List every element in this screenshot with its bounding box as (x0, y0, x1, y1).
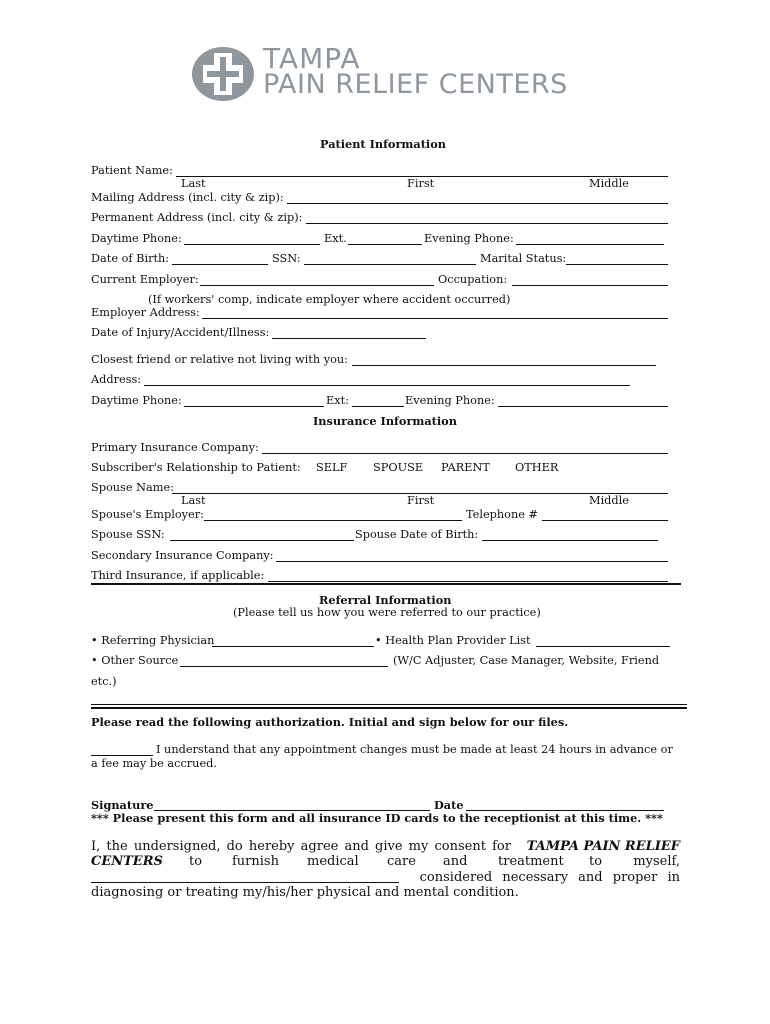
current-employer-label: Current Employer: (91, 273, 199, 286)
consent-word: care (387, 854, 416, 869)
health-plan-provider-field[interactable] (536, 646, 670, 647)
referral-subheading: (Please tell us how you were referred to our practice) (233, 606, 541, 619)
mailing-address-field[interactable] (287, 203, 668, 204)
friend-address-field[interactable] (144, 385, 630, 386)
consent-intro: I, the undersigned, do hereby agree and give my consent for (91, 839, 511, 854)
occupation-field[interactable] (512, 285, 668, 286)
injury-date-label: Date of Injury/Accident/Illness: (91, 326, 270, 339)
third-insurance-field[interactable] (268, 581, 668, 582)
ssn-field[interactable] (304, 264, 476, 265)
closest-friend-label: Closest friend or relative not living with you: (91, 353, 348, 366)
marital-status-field[interactable] (566, 264, 668, 265)
patient-name-first-caption: First (407, 177, 435, 190)
patient-name-last-caption: Last (181, 177, 206, 190)
appointment-change-notice-continued: a fee may be accrued. (91, 757, 217, 770)
other-source-field[interactable] (180, 666, 388, 667)
consent-line1 (91, 839, 680, 855)
friend-evening-phone-field[interactable] (498, 406, 668, 407)
spouse-dob-field[interactable] (482, 540, 658, 541)
primary-insurance-field[interactable] (262, 453, 668, 454)
spouse-ssn-field[interactable] (170, 540, 354, 541)
authorization-heading: Please read the following authorization. Initial and sign below for our files. (91, 715, 569, 729)
daytime-phone-field[interactable] (184, 244, 320, 245)
consent-word: to (189, 854, 203, 869)
medical-cross-icon (191, 46, 255, 102)
secondary-insurance-label: Secondary Insurance Company: (91, 549, 274, 562)
relationship-option-self[interactable]: SELF (316, 461, 348, 474)
consent-word: to (589, 854, 603, 869)
third-insurance-label: Third Insurance, if applicable: (91, 569, 265, 582)
friend-ext-label: Ext: (326, 394, 349, 407)
health-plan-provider-label: • Health Plan Provider List (375, 634, 531, 647)
referring-physician-field[interactable] (212, 646, 374, 647)
spouse-dob-label: Spouse Date of Birth: (355, 528, 479, 541)
patient-name-middle-caption: Middle (589, 177, 629, 190)
telephone-field[interactable] (542, 520, 668, 521)
patient-name-label: Patient Name: (91, 164, 173, 177)
mailing-address-label: Mailing Address (incl. city & zip): (91, 191, 284, 204)
referral-info-heading: Referral Information (319, 593, 452, 607)
evening-phone-label: Evening Phone: (424, 232, 514, 245)
friend-daytime-phone-label: Daytime Phone: (91, 394, 182, 407)
spouse-ssn-label: Spouse SSN: (91, 528, 165, 541)
appointment-change-notice: I understand that any appointment changes must be made at least 24 hours in advance or (156, 743, 673, 756)
insurance-info-heading: Insurance Information (313, 414, 457, 428)
spouse-employer-label: Spouse's Employer: (91, 508, 204, 521)
consent-line3: considered necessary and proper in (419, 870, 680, 885)
other-source-note: (W/C Adjuster, Case Manager, Website, Friend (393, 654, 660, 667)
spouse-employer-field[interactable] (204, 520, 462, 521)
logo-line2: PAIN RELIEF CENTERS (263, 69, 568, 100)
secondary-insurance-field[interactable] (276, 561, 668, 562)
friend-daytime-phone-field[interactable] (184, 406, 324, 407)
relationship-option-parent[interactable]: PARENT (441, 461, 490, 474)
logo-line1: TAMPA (263, 42, 361, 75)
permanent-address-label: Permanent Address (incl. city & zip): (91, 211, 303, 224)
daytime-phone-label: Daytime Phone: (91, 232, 182, 245)
friend-ext-field[interactable] (352, 406, 404, 407)
spouse-name-middle-caption: Middle (589, 494, 629, 507)
consent-word: medical (307, 854, 359, 869)
consent-company-name: TAMPA PAIN RELIEF (526, 839, 680, 854)
dob-label: Date of Birth: (91, 252, 170, 265)
relationship-option-spouse[interactable]: SPOUSE (373, 461, 424, 474)
evening-phone-field[interactable] (516, 244, 664, 245)
present-id-notice: *** Please present this form and all insurance ID cards to the receptionist at this time. *** (91, 811, 663, 825)
dob-field[interactable] (172, 264, 268, 265)
signature-label: Signature (91, 798, 154, 812)
employer-address-label: Employer Address: (91, 306, 200, 319)
relationship-option-other[interactable]: OTHER (515, 461, 559, 474)
section-divider-double (91, 704, 687, 709)
employer-address-field[interactable] (202, 318, 668, 319)
initials-field[interactable] (91, 755, 153, 756)
permanent-address-field[interactable] (306, 223, 668, 224)
primary-insurance-label: Primary Insurance Company: (91, 441, 259, 454)
spouse-name-label: Spouse Name: (91, 481, 174, 494)
referring-physician-label: • Referring Physician (91, 634, 215, 647)
date-label: Date (434, 798, 464, 812)
telephone-label: Telephone # (466, 508, 538, 521)
consent-line2 (91, 854, 680, 870)
current-employer-field[interactable] (200, 285, 434, 286)
other-source-note-continued: etc.) (91, 675, 117, 688)
consent-word: myself, (633, 854, 680, 869)
spouse-name-first-caption: First (407, 494, 435, 507)
injury-date-field[interactable] (272, 338, 426, 339)
friend-evening-phone-label: Evening Phone: (405, 394, 495, 407)
consent-word: treatment (498, 854, 564, 869)
spouse-name-last-caption: Last (181, 494, 206, 507)
consent-line4: diagnosing or treating my/his/her physical and mental condition. (91, 885, 519, 900)
consent-company-name-continued: CENTERS (91, 854, 163, 869)
friend-address-label: Address: (91, 373, 142, 386)
relationship-label: Subscriber's Relationship to Patient: (91, 461, 301, 474)
ssn-label: SSN: (272, 252, 301, 265)
patient-info-heading: Patient Information (320, 137, 446, 151)
marital-status-label: Marital Status: (480, 252, 567, 265)
consent-name-field[interactable] (91, 882, 399, 883)
occupation-label: Occupation: (438, 273, 508, 286)
section-divider (91, 583, 681, 585)
consent-word: and (443, 854, 468, 869)
ext-label: Ext. (324, 232, 347, 245)
workers-comp-note: (If workers' comp, indicate employer where accident occurred) (148, 293, 511, 306)
closest-friend-field[interactable] (352, 365, 656, 366)
consent-word: furnish (232, 854, 279, 869)
other-source-label: • Other Source (91, 654, 179, 667)
ext-field[interactable] (348, 244, 422, 245)
